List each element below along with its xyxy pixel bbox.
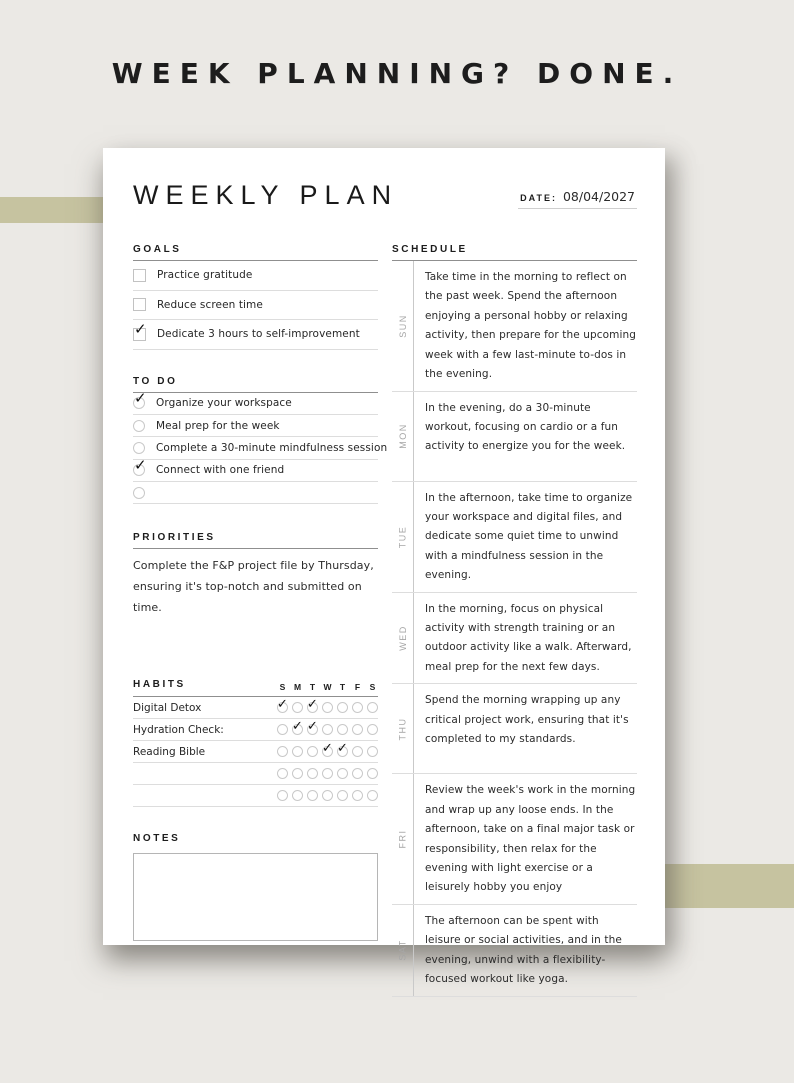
notes-header: NOTES	[133, 833, 181, 845]
checkmark-icon: ✓	[337, 741, 348, 757]
schedule-day-text: Review the week's work in the morning and wrap up any loose ends. In the afternoon, take on a final major task or responsibility, then relax for the evening with light exercise or a leisurely hobby you enjoy	[413, 774, 637, 904]
habit-checkbox[interactable]	[307, 790, 318, 801]
habit-checkbox[interactable]	[277, 746, 288, 757]
checkbox[interactable]	[133, 269, 146, 282]
goals-section	[133, 244, 378, 350]
habit-row	[133, 719, 378, 741]
schedule-day-row	[392, 905, 637, 997]
checklist-label: Connect with one friend	[156, 464, 285, 477]
habit-day-letter: S	[279, 682, 286, 693]
schedule-day-text: Take time in the morning to reflect on the past week. Spend the afternoon enjoying a personal hobby or relaxing activity, then prepare for the upcoming week with a few last-minute to-dos in the evening.	[413, 261, 637, 391]
habit-checkbox[interactable]	[307, 746, 318, 757]
priorities-text: Complete the F&P project file by Thursday, ensuring it's top-notch and submitted on time.	[133, 559, 374, 615]
checklist-row	[133, 437, 388, 459]
schedule-day-label: WED	[397, 625, 408, 651]
checklist-label: Practice gratitude	[157, 269, 253, 282]
habit-checkbox[interactable]	[322, 702, 333, 713]
checklist-row	[133, 389, 378, 415]
habit-checkbox[interactable]	[352, 724, 363, 735]
habit-circles	[277, 790, 378, 801]
habit-checkbox[interactable]	[367, 790, 378, 801]
habit-label: Digital Detox	[133, 701, 202, 714]
habit-circles	[277, 697, 378, 713]
notes-box[interactable]	[133, 853, 378, 941]
todo-list	[133, 389, 388, 505]
habit-row	[133, 741, 378, 763]
habit-checkbox[interactable]	[307, 719, 318, 735]
checklist-label: Complete a 30-minute mindfulness session	[156, 441, 388, 454]
habit-row	[133, 785, 378, 807]
habit-checkbox[interactable]	[337, 790, 348, 801]
habit-checkbox[interactable]	[322, 768, 333, 779]
schedule-day-label: FRI	[397, 829, 408, 849]
habits-title: HABITS	[133, 679, 186, 691]
todo-header: TO DO	[133, 376, 378, 393]
habit-checkbox[interactable]	[307, 768, 318, 779]
habit-day-letter: W	[323, 682, 332, 693]
checkbox[interactable]	[133, 456, 147, 476]
habit-day-letter: S	[369, 682, 376, 693]
schedule-day-row	[392, 392, 637, 482]
date-field[interactable]	[518, 189, 637, 209]
habit-checkbox[interactable]	[322, 790, 333, 801]
checkbox[interactable]	[133, 298, 146, 311]
habit-day-letter: T	[339, 682, 346, 693]
habit-checkbox[interactable]	[367, 724, 378, 735]
goals-header: GOALS	[133, 244, 378, 261]
habit-label: Reading Bible	[133, 745, 206, 758]
schedule-day-row	[392, 774, 637, 905]
schedule-day-text: Spend the morning wrapping up any critical project work, ensuring that it's completed to my standards.	[413, 684, 637, 773]
schedule-day-label: THU	[397, 717, 408, 741]
schedule-list	[392, 261, 637, 997]
checklist-row	[133, 415, 378, 437]
date-value: 08/04/2027	[562, 189, 635, 204]
schedule-day-label: MON	[397, 423, 408, 449]
habit-checkbox[interactable]	[277, 768, 288, 779]
date-label: DATE:	[520, 193, 557, 203]
checklist-label: Dedicate 3 hours to self-improvement	[157, 328, 360, 341]
planner-title: WEEKLY PLAN	[133, 180, 399, 210]
accent-bar-right	[664, 864, 794, 908]
habit-checkbox[interactable]	[292, 702, 303, 713]
goals-list	[133, 261, 378, 350]
habit-row	[133, 763, 378, 785]
schedule-day-label: TUE	[397, 525, 408, 548]
habit-checkbox[interactable]	[367, 746, 378, 757]
checkbox[interactable]	[133, 442, 145, 454]
checkmark-icon: ✓	[134, 319, 147, 338]
habit-checkbox[interactable]	[337, 741, 348, 757]
checkmark-icon: ✓	[292, 719, 303, 735]
checklist-row	[133, 320, 378, 350]
checklist-row	[133, 291, 378, 321]
habits-section	[133, 679, 378, 807]
schedule-day-text: In the evening, do a 30-minute workout, focusing on cardio or a fun activity to energize you for the week.	[413, 392, 637, 481]
habits-list	[133, 697, 378, 807]
habit-checkbox[interactable]	[292, 719, 303, 735]
habit-checkbox[interactable]	[277, 724, 288, 735]
habit-circles	[277, 768, 378, 779]
priorities-section	[133, 532, 378, 619]
schedule-day-text: The afternoon can be spent with leisure or social activities, and in the evening, unwind with a flexibility-focused workout like yoga.	[413, 905, 637, 996]
checkmark-icon: ✓	[277, 697, 288, 713]
schedule-day-label: SUN	[397, 314, 408, 338]
habit-checkbox[interactable]	[337, 768, 348, 779]
habit-checkbox[interactable]	[352, 746, 363, 757]
habit-checkbox[interactable]	[337, 702, 348, 713]
habit-label: Hydration Check:	[133, 723, 224, 736]
habit-checkbox[interactable]	[292, 768, 303, 779]
checkbox[interactable]	[133, 487, 145, 499]
habit-checkbox[interactable]	[352, 790, 363, 801]
schedule-day-label: SAT	[397, 939, 408, 961]
habit-checkbox[interactable]	[352, 768, 363, 779]
checkmark-icon: ✓	[322, 741, 333, 757]
checkmark-icon: ✓	[134, 456, 147, 475]
habit-checkbox[interactable]	[292, 790, 303, 801]
checkbox[interactable]	[133, 420, 145, 432]
schedule-day-row	[392, 593, 637, 685]
habit-checkbox[interactable]	[322, 741, 333, 757]
checkmark-icon: ✓	[134, 389, 147, 408]
priorities-header: PRIORITIES	[133, 532, 378, 549]
notes-section	[133, 833, 378, 941]
checklist-row	[133, 456, 378, 482]
checklist-row	[133, 482, 378, 504]
right-column	[392, 244, 637, 997]
checklist-label: Meal prep for the week	[156, 419, 280, 432]
habit-checkbox[interactable]	[367, 768, 378, 779]
habit-checkbox[interactable]	[292, 746, 303, 757]
schedule-day-row	[392, 482, 637, 593]
habit-checkbox[interactable]	[367, 702, 378, 713]
schedule-day-row	[392, 684, 637, 774]
habit-checkbox[interactable]	[352, 702, 363, 713]
schedule-day-row	[392, 261, 637, 392]
todo-section	[133, 375, 388, 505]
habit-checkbox[interactable]	[277, 790, 288, 801]
habit-checkbox[interactable]	[337, 724, 348, 735]
habit-checkbox[interactable]	[307, 697, 318, 713]
checkmark-icon: ✓	[307, 719, 318, 735]
checklist-label: Organize your workspace	[156, 397, 292, 410]
page-title: WEEK PLANNING? DONE.	[111, 57, 683, 90]
habits-header	[133, 679, 378, 697]
schedule-day-text: In the morning, focus on physical activity with strength training or an outdoor activity like a walk. Afterward, meal prep for the next few days.	[413, 593, 637, 684]
checklist-label: Reduce screen time	[157, 298, 263, 311]
habit-row	[133, 697, 378, 719]
checkbox[interactable]	[133, 319, 147, 341]
checkmark-icon: ✓	[307, 697, 318, 713]
habit-checkbox[interactable]	[277, 697, 288, 713]
accent-bar-left	[0, 197, 104, 223]
schedule-header: SCHEDULE	[392, 244, 637, 261]
checkbox[interactable]	[133, 389, 147, 409]
habit-day-letter: M	[293, 682, 302, 693]
checklist-row	[133, 261, 378, 291]
planner-header	[133, 180, 637, 211]
schedule-day-text: In the afternoon, take time to organize your workspace and digital files, and dedicate some quiet time to unwind with a mindfulness session in the evening.	[413, 482, 637, 592]
habit-day-letter: T	[309, 682, 316, 693]
habit-checkbox[interactable]	[322, 724, 333, 735]
habit-day-letter: F	[354, 682, 361, 693]
left-column	[133, 244, 388, 997]
habit-circles	[277, 719, 378, 735]
habit-circles	[277, 741, 378, 757]
habit-day-letters	[277, 682, 378, 692]
planner-page	[103, 148, 665, 986]
